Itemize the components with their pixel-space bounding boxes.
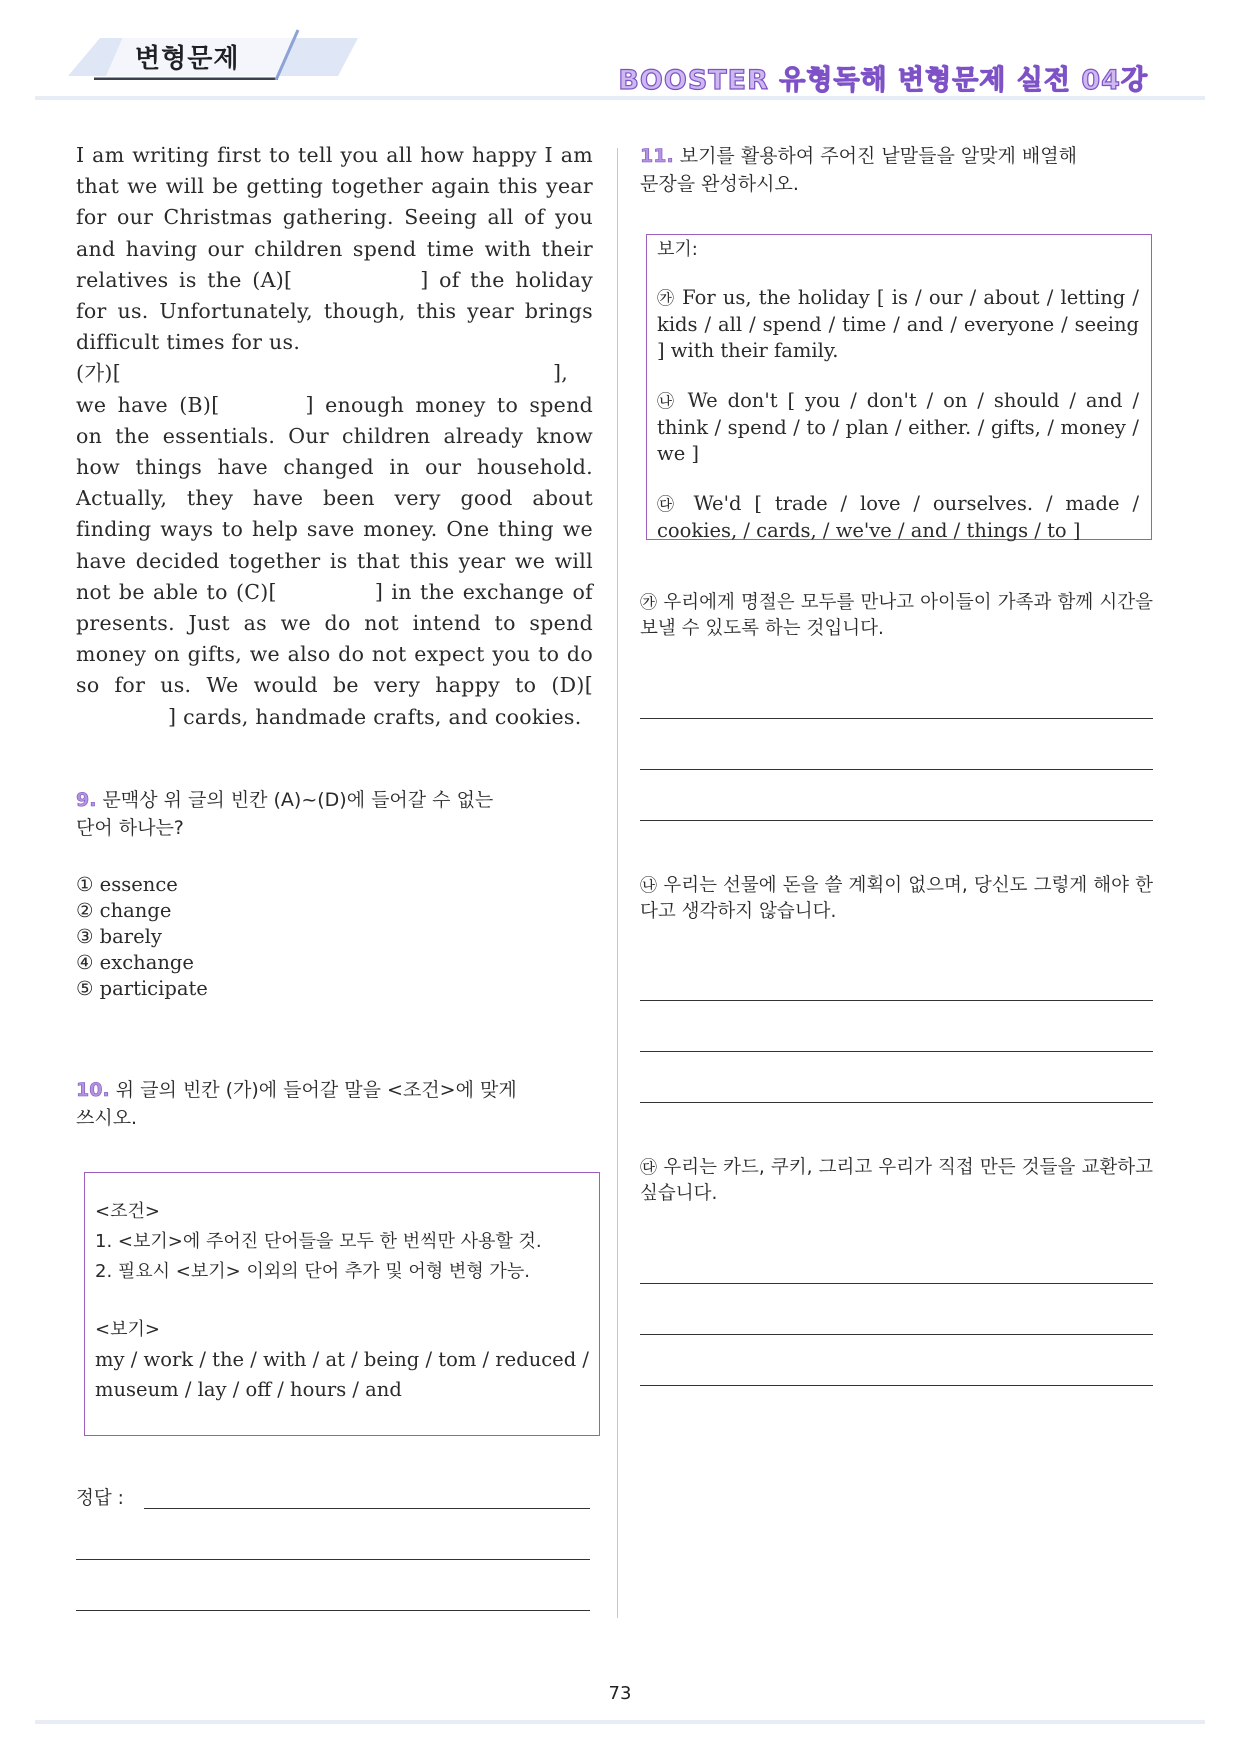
passage-text: ] enough money to spend on the essentials. Our children already know how things have changed in our household. Actually, they have been very good about finding ways to help save money. One thing we have decided together is that this year we will not be able to (C)[ [76,392,594,604]
answer-line[interactable] [640,1385,1153,1386]
passage-text: ] of the holiday for us. Unfortunately, though, this year brings difficult times for us. [76,267,593,355]
question-text: 보기를 활용하여 주어진 낱말들을 알맞게 배열해 [679,145,1077,167]
answer-line[interactable] [640,1000,1153,1001]
answer-line[interactable] [640,820,1153,821]
mark-ga: ㉮ [657,289,675,309]
reading-passage [76,140,593,733]
passage-text: (가)[ [76,361,121,386]
sub-question-text: 우리에게 명절은 모두를 만나고 아이들이 가족과 함께 시간을 보낼 수 있도록 하는 것입니다. [640,592,1153,639]
question-9 [76,786,596,842]
answer-line[interactable] [640,1334,1153,1335]
bogi-title: <보기> [95,1319,160,1340]
question-number: 11. [640,145,674,167]
option-5[interactable]: ⑤ participate [76,977,208,1000]
answer-line[interactable] [76,1610,590,1611]
option-4[interactable]: ④ exchange [76,951,194,974]
question-number: 10. [76,1079,110,1101]
condition-1: 1. <보기>에 주어진 단어들을 모두 한 번씩만 사용할 것. [95,1231,542,1252]
passage-text: I am writing first to tell you all how happy I am that we will be getting together again this year for our Christmas gathering. Seeing all of you and having our children spend time with their relatives is the (A)[ [76,143,593,292]
question-text: 위 글의 빈칸 (가)에 들어갈 말을 <조건>에 맞게 [115,1079,517,1101]
question-text: 단어 하나는? [76,817,184,839]
conditions-box [84,1172,600,1436]
answer-line[interactable] [640,1283,1153,1284]
example-item-da [657,491,1139,544]
answer-options [76,872,208,1002]
item-text: For us, the holiday [ is / our / about / letting / kids / all / spend / time / and / everyone / seeing ] with their family. [657,286,1139,362]
sub-question-text: 우리는 카드, 쿠키, 그리고 우리가 직접 만든 것들을 교환하고 싶습니다. [640,1157,1153,1204]
question-10 [76,1076,596,1132]
mark-ga: ㉮ [640,593,658,613]
sub-question-na [640,873,1153,925]
header-divider [35,96,1205,100]
condition-2: 2. 필요시 <보기> 이외의 단어 추가 및 어형 변형 가능. [95,1261,530,1282]
passage-text: we have (B)[ [76,392,220,417]
question-number: 9. [76,789,97,811]
passage-text: ] cards, handmade crafts, and cookies. [168,704,582,729]
mark-na: ㉯ [657,392,678,412]
option-1[interactable]: ① essence [76,873,178,896]
answer-line[interactable] [640,769,1153,770]
example-item-na [657,388,1139,467]
bogi-words: my / work / the / with / at / being / tom / reduced / museum / lay / off / hours / and [95,1348,589,1401]
sub-question-da [640,1155,1153,1207]
answer-line[interactable] [76,1559,590,1560]
example-label: 보기: [657,239,698,260]
conditions-title: <조건> [95,1201,160,1222]
question-text: 쓰시오. [76,1107,138,1129]
question-11 [640,142,1160,198]
option-3[interactable]: ③ barely [76,925,162,948]
answer-line[interactable] [144,1508,590,1509]
section-label: 변형문제 [135,44,240,74]
mark-na: ㉯ [640,876,658,896]
answer-line[interactable] [640,1102,1153,1103]
item-text: We don't [ you / don't / on / should / and / think / spend / to / plan / either. / gifts, / money / we ] [657,389,1140,465]
sub-question-ga [640,590,1153,642]
sub-question-text: 우리는 선물에 돈을 쓸 계획이 없으며, 당신도 그렇게 해야 한다고 생각하지 않습니다. [640,875,1153,922]
answer-line[interactable] [640,1051,1153,1052]
item-text: We'd [ trade / love / ourselves. / made / cookies, / cards, / we've / and / things / to ] [657,492,1140,542]
question-text: 문맥상 위 글의 빈칸 (A)~(D)에 들어갈 수 없는 [102,789,494,811]
answer-line[interactable] [640,718,1153,719]
question-text: 문장을 완성하시오. [640,173,799,195]
column-divider [617,148,618,1618]
passage-text: ] in the exchange of presents. Just as we do not intend to spend money on gifts, we also do not expect you to do so for us. We would be very happy to (D)[ [76,579,593,698]
series-title: BOOSTER 유형독해 변형문제 실전 04강 [618,65,1148,96]
passage-text: ], [553,361,569,386]
example-item-ga [657,285,1139,364]
option-2[interactable]: ② change [76,899,172,922]
mark-da: ㉰ [657,495,681,515]
footer-divider [35,1720,1205,1724]
example-box [646,234,1152,540]
mark-da: ㉰ [640,1158,658,1178]
page-number: 73 [608,1683,632,1704]
answer-label: 정답 : [76,1488,124,1509]
